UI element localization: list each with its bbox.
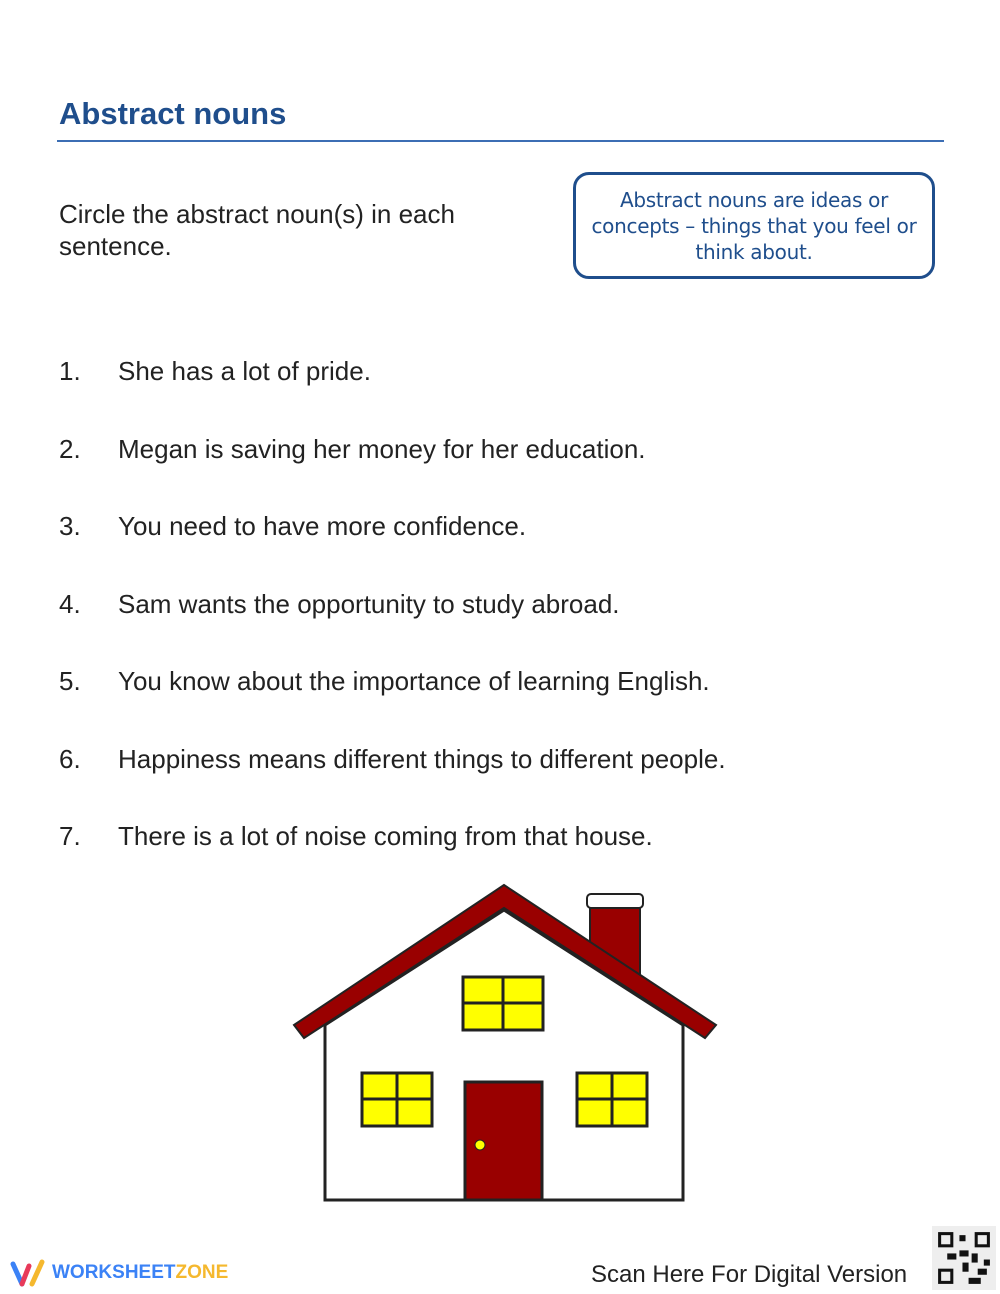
definition-box: [573, 172, 935, 279]
question-item: [59, 744, 726, 775]
question-item: [59, 356, 371, 387]
brand-logo: [10, 1258, 228, 1288]
worksheetzone-logo-icon: [10, 1258, 46, 1288]
qr-code-icon[interactable]: [932, 1226, 996, 1290]
question-number: 1.: [59, 356, 81, 386]
question-text: You know about the importance of learning English.: [118, 666, 710, 696]
brand-name: WORKSHEET: [52, 1262, 176, 1283]
question-item: [59, 434, 646, 465]
brand-name-zone: ZONE: [175, 1262, 229, 1283]
question-text: She has a lot of pride.: [118, 356, 371, 386]
question-item: [59, 589, 620, 620]
question-item: [59, 821, 653, 852]
question-text: Megan is saving her money for her education.: [118, 434, 646, 464]
question-number: 4.: [59, 589, 81, 619]
question-number: 3.: [59, 511, 81, 541]
title-divider: [57, 140, 944, 142]
question-number: 6.: [59, 744, 81, 774]
question-number: 7.: [59, 821, 81, 851]
question-text: There is a lot of noise coming from that house.: [118, 821, 653, 851]
definition-text: Abstract nouns are ideas or concepts – things that you feel or think about.: [591, 187, 917, 264]
question-item: [59, 511, 526, 542]
question-text: You need to have more confidence.: [118, 511, 527, 541]
page-title: Abstract nouns: [59, 96, 287, 131]
question-text: Happiness means different things to different people.: [118, 744, 726, 774]
instructions: Circle the abstract noun(s) in each sentence.: [59, 199, 455, 261]
scan-label: Scan Here For Digital Version: [591, 1261, 908, 1288]
question-number: 5.: [59, 666, 81, 696]
question-number: 2.: [59, 434, 81, 464]
question-item: [59, 666, 710, 697]
house-illustration: [290, 880, 720, 1205]
question-text: Sam wants the opportunity to study abroad.: [118, 589, 620, 619]
